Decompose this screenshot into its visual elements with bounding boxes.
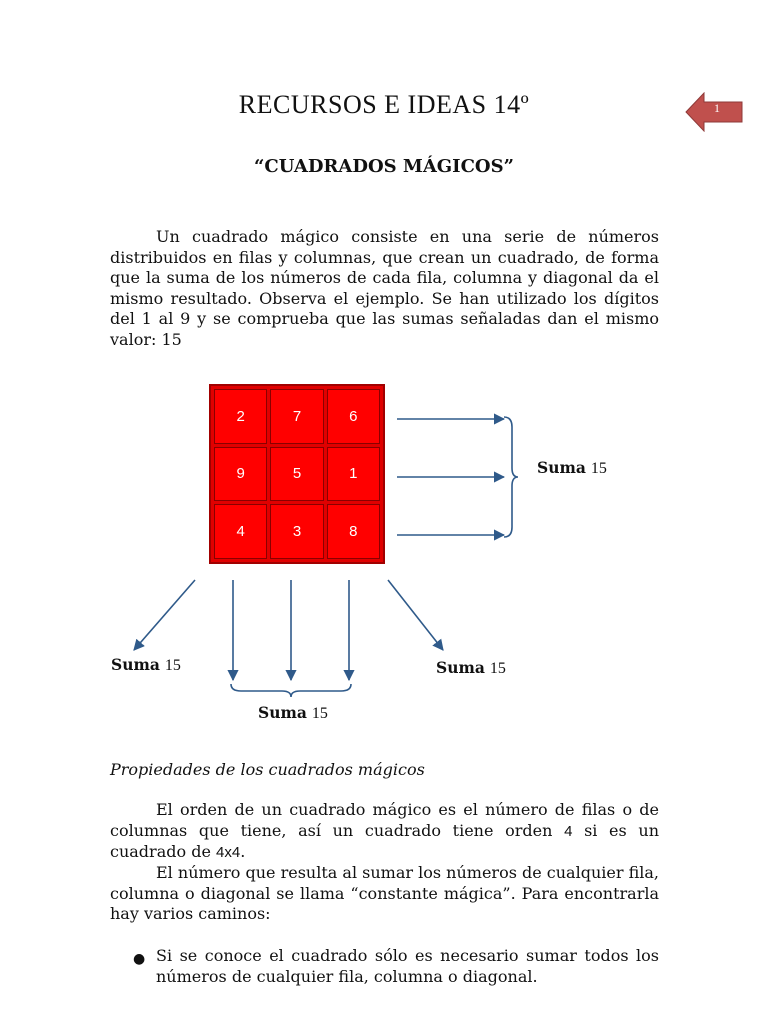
magic-square: [209, 384, 385, 564]
sum-label-rows: [537, 458, 607, 478]
order-text: si es un cuadrado de: [110, 820, 659, 862]
diagonal-sum-arrow: [134, 580, 195, 650]
magic-square-cell: 8: [327, 504, 380, 559]
page-number: 1: [714, 101, 720, 115]
sum-word: Suma: [111, 655, 160, 674]
sum-word: Suma: [258, 703, 307, 722]
order-size: 4x4: [216, 844, 241, 862]
right-curly-brace: [504, 417, 518, 537]
sum-value: 15: [164, 657, 181, 674]
magic-constant-paragraph: El número que resulta al sumar los números de cualquier fila, columna o diagonal se llama “constante mágica”. Para encontrarla hay varios caminos:: [110, 863, 659, 924]
order-value: 4: [564, 822, 573, 840]
page-title: RECURSOS E IDEAS 14º: [238, 90, 530, 119]
section-heading: Propiedades de los cuadrados mágicos: [110, 760, 425, 779]
magic-square-cell: 6: [327, 389, 380, 444]
diagonal-sum-arrow: [388, 580, 443, 650]
sum-value: 15: [311, 705, 328, 722]
magic-square-cell: 5: [270, 447, 323, 502]
methods-list: [110, 946, 659, 987]
list-item-text: Si se conoce el cuadrado sólo es necesario sumar todos los números de cualquier fila, columna o diagonal.: [156, 946, 659, 986]
order-text: .: [240, 842, 246, 862]
sum-label-columns: [258, 703, 328, 723]
sum-value: 15: [590, 460, 607, 477]
bullet-icon: ●: [133, 951, 146, 967]
intro-paragraph: Un cuadrado mágico consiste en una serie de números distribuidos en filas y columnas, que crean un cuadrado, de forma que la suma de los números de cada fila, columna y diagonal da el mismo resultado. Observa el ejemplo. Se han utilizado los dígitos del 1 al 9 y se comprueba que las sumas señaladas dan el mismo valor: 15: [110, 227, 659, 349]
order-text: El orden de un cuadrado mágico es el número de filas o de columnas que tiene, así un cuadrado tiene orden: [110, 800, 659, 840]
sum-label-diagonal-right: [436, 658, 506, 678]
sum-value: 15: [489, 660, 506, 677]
sum-word: Suma: [436, 658, 485, 677]
sum-word: Suma: [537, 458, 586, 477]
magic-square-cell: 3: [270, 504, 323, 559]
sum-label-diagonal-left: [111, 655, 181, 675]
list-item: [110, 946, 659, 987]
magic-square-cell: 7: [270, 389, 323, 444]
bottom-curly-brace: [231, 684, 351, 697]
magic-square-cell: 2: [214, 389, 267, 444]
order-paragraph: [110, 800, 659, 864]
magic-square-cell: 4: [214, 504, 267, 559]
magic-square-cell: 1: [327, 447, 380, 502]
document-subtitle: “CUADRADOS MÁGICOS”: [254, 156, 514, 177]
magic-square-cell: 9: [214, 447, 267, 502]
